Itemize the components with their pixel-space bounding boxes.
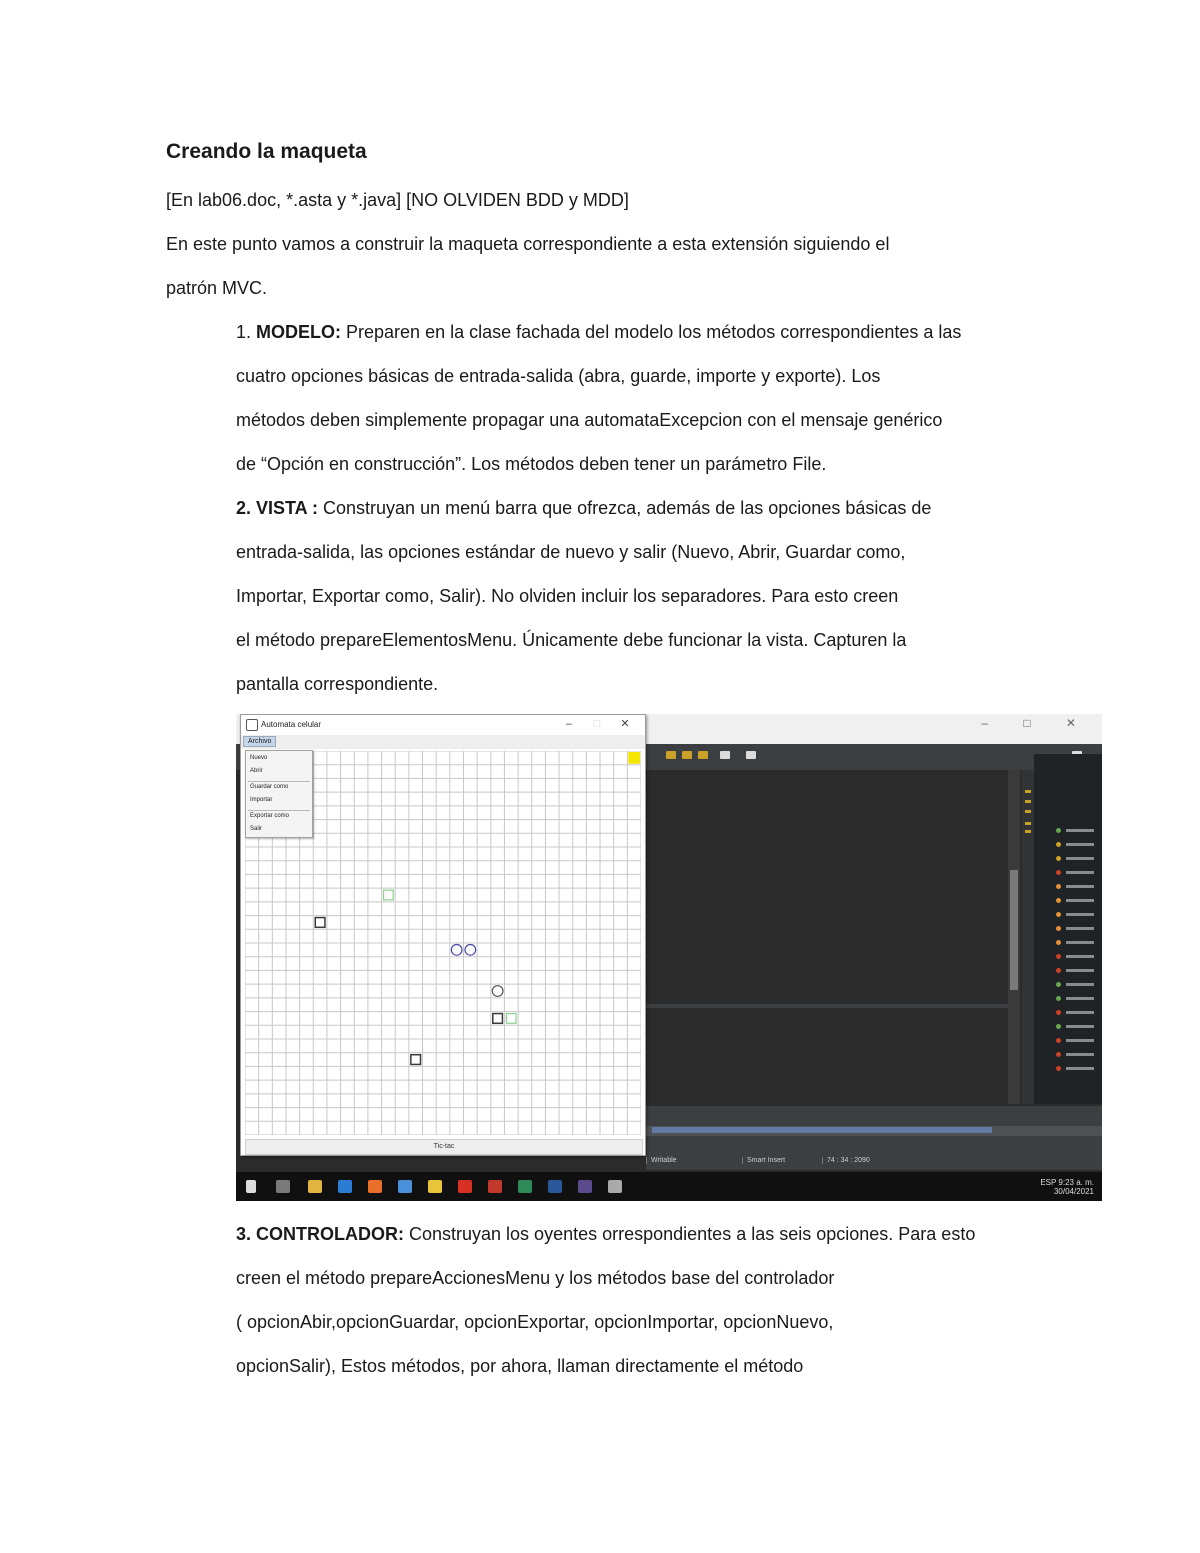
task-view-icon[interactable] (276, 1180, 290, 1193)
tree-label (1066, 955, 1094, 958)
gutter-mark (1025, 810, 1031, 813)
vista-line-1 (236, 486, 1016, 530)
controlador-item (236, 1212, 1036, 1388)
ide-scrollbar (1008, 770, 1020, 1104)
automata-window-title: Automata celular (261, 720, 322, 729)
cell-square (411, 1055, 421, 1065)
app-icon[interactable] (398, 1180, 412, 1193)
tree-row (1040, 940, 1096, 946)
controlador-label: 3. CONTROLADOR: (236, 1224, 404, 1244)
menu-item-nuevo[interactable]: Nuevo (250, 755, 268, 761)
yellow-cell (628, 752, 640, 764)
automata-window-controls (555, 717, 639, 730)
menu-bar (241, 735, 645, 749)
tree-label (1066, 1039, 1094, 1042)
windows-start-icon[interactable] (246, 1180, 256, 1193)
file-explorer-icon[interactable] (308, 1180, 322, 1193)
menu-item-abrir[interactable]: Abrir (250, 768, 263, 774)
status-writable: Writable (646, 1157, 677, 1164)
tree-icon (1056, 926, 1061, 931)
ide-window-controls: – □ ✕ (981, 716, 1092, 730)
cell-green (506, 1014, 516, 1024)
tree-label (1066, 1053, 1094, 1056)
tree-label (1066, 829, 1094, 832)
tree-label (1066, 871, 1094, 874)
toolbar-icon (666, 751, 676, 759)
tree-icon (1056, 940, 1061, 945)
gutter-mark (1025, 800, 1031, 803)
modelo-line-1 (236, 310, 1036, 354)
tree-icon (1056, 954, 1061, 959)
status-insert-mode: Smart Insert (742, 1157, 785, 1164)
tree-label (1066, 885, 1094, 888)
tree-icon (1056, 1038, 1061, 1043)
maximize-button[interactable]: □ (593, 718, 601, 730)
ide-editor (646, 770, 1006, 1104)
automata-titlebar (241, 715, 645, 735)
automata-window (240, 714, 646, 1156)
tree-icon (1056, 1010, 1061, 1015)
acrobat-icon[interactable] (458, 1180, 472, 1193)
tree-icon (1056, 842, 1061, 847)
tree-label (1066, 997, 1094, 1000)
tree-row (1040, 1024, 1096, 1030)
tree-row (1040, 1052, 1096, 1058)
console-line (652, 1127, 992, 1133)
ide-console (646, 1106, 1102, 1154)
chrome-icon[interactable] (428, 1180, 442, 1193)
vista-item (236, 486, 1016, 706)
cell-square (315, 918, 325, 928)
ide-package-explorer (1034, 754, 1102, 1104)
modelo-item (236, 310, 1036, 486)
modelo-line-2: cuatro opciones básicas de entrada-salida (abra, guarde, importe y exporte). Los (236, 366, 881, 386)
firefox-icon[interactable] (368, 1180, 382, 1193)
tree-label (1066, 913, 1094, 916)
modelo-line-4: de “Opción en construcción”. Los métodos deben tener un parámetro File. (236, 454, 827, 474)
tree-row (1040, 968, 1096, 974)
controlador-text-1: Construyan los oyentes orrespondientes a las seis opciones. Para esto (404, 1224, 976, 1244)
menu-separator (248, 810, 310, 811)
toolbar-icon (682, 751, 692, 759)
tray-date: 30/04/2021 (1053, 1187, 1094, 1196)
ide-gutter (1022, 770, 1034, 1104)
controlador-line-2: creen el método prepareAccionesMenu y los métodos base del controlador (236, 1268, 835, 1288)
vista-line-3: Importar, Exportar como, Salir). No olviden incluir los separadores. Para esto creen (236, 586, 899, 606)
tree-label (1066, 983, 1094, 986)
tree-row (1040, 884, 1096, 890)
tree-row (1040, 842, 1096, 848)
tree-icon (1056, 898, 1061, 903)
cell-circle (465, 945, 476, 956)
app-icon[interactable] (518, 1180, 532, 1193)
modelo-number: 1. (236, 322, 257, 342)
tree-row (1040, 982, 1096, 988)
toolbar-icon (698, 751, 708, 759)
tree-row (1040, 898, 1096, 904)
ide-divider (646, 1004, 1018, 1008)
tree-icon (1056, 996, 1061, 1001)
tree-label (1066, 927, 1094, 930)
embedded-screenshot (236, 714, 1102, 1201)
windows-taskbar (236, 1172, 1102, 1201)
tree-icon (1056, 982, 1061, 987)
menu-archivo[interactable]: Archivo (243, 736, 276, 747)
archivo-dropdown (245, 750, 313, 838)
tree-label (1066, 843, 1094, 846)
controlador-line-4: opcionSalir), Estos métodos, por ahora, llaman directamente el método (236, 1356, 804, 1376)
tree-row (1040, 856, 1096, 862)
tree-row (1040, 912, 1096, 918)
cell-green (384, 890, 394, 900)
gutter-mark (1025, 830, 1031, 833)
tree-icon (1056, 968, 1061, 973)
minimize-button[interactable]: – (565, 718, 573, 730)
intro-line-3: patrón MVC. (166, 278, 268, 298)
menu-item-exportar-como[interactable]: Exportar como (250, 813, 290, 819)
tree-label (1066, 969, 1094, 972)
app-window-icon (246, 719, 258, 731)
modelo-text-1: Preparen en la clase fachada del modelo los métodos correspondientes a las (341, 322, 962, 342)
vista-line-2: entrada-salida, las opciones estándar de nuevo y salir (Nuevo, Abrir, Guardar como, (236, 542, 906, 562)
tree-label (1066, 857, 1094, 860)
tree-label (1066, 899, 1094, 902)
tree-row (1040, 828, 1096, 834)
ide-statusbar (646, 1154, 1102, 1170)
tree-label (1066, 1025, 1094, 1028)
tree-icon (1056, 1024, 1061, 1029)
page-title: Creando la maqueta (166, 140, 367, 163)
tree-icon (1056, 856, 1061, 861)
vista-label: 2. VISTA : (236, 498, 319, 518)
tree-icon (1056, 912, 1061, 917)
gutter-mark (1025, 790, 1031, 793)
close-button[interactable]: ✕ (620, 718, 630, 730)
tree-row (1040, 954, 1096, 960)
tray-language: ESP (1040, 1178, 1057, 1187)
tree-icon (1056, 828, 1061, 833)
menu-item-guardar-como[interactable]: Guardar como (250, 784, 289, 790)
tree-label (1066, 1011, 1094, 1014)
tree-row (1040, 1010, 1096, 1016)
controlador-line-3: ( opcionAbir,opcionGuardar, opcionExportar, opcionImportar, opcionNuevo, (236, 1312, 834, 1332)
vista-line-4: el método prepareElementosMenu. Únicamente debe funcionar la vista. Capturen la (236, 630, 907, 650)
intro-paragraph (166, 178, 1046, 310)
tic-tac-button[interactable]: Tic-tac (245, 1139, 643, 1155)
tree-icon (1056, 870, 1061, 875)
tree-icon (1056, 1052, 1061, 1057)
tree-row (1040, 1066, 1096, 1072)
controlador-line-1 (236, 1212, 1036, 1256)
menu-separator (248, 781, 310, 782)
system-tray (1040, 1178, 1094, 1196)
tree-row (1040, 870, 1096, 876)
status-position: 74 : 34 : 2090 (822, 1157, 870, 1164)
tree-label (1066, 941, 1094, 944)
cell-circle (451, 945, 462, 956)
app-icon[interactable] (488, 1180, 502, 1193)
menu-item-salir[interactable]: Salir (250, 826, 263, 832)
word-icon[interactable] (548, 1180, 562, 1193)
gutter-mark (1025, 822, 1031, 825)
menu-item-importar[interactable]: Importar (250, 797, 273, 803)
vista-text-1: Construyan un menú barra que ofrezca, además de las opciones básicas de (318, 498, 932, 518)
eclipse-icon[interactable] (578, 1180, 592, 1193)
tree-row (1040, 996, 1096, 1002)
intro-line-2: En este punto vamos a construir la maqueta correspondiente a esta extensión siguiendo el (166, 234, 890, 254)
toolbar-icon (746, 751, 756, 759)
tree-row (1040, 1038, 1096, 1044)
tree-icon (1056, 1066, 1061, 1071)
scroll-thumb (1010, 870, 1018, 990)
modelo-label: MODELO: (256, 322, 342, 342)
java-app-icon[interactable] (608, 1180, 622, 1193)
tree-label (1066, 1067, 1094, 1070)
modelo-line-3: métodos deben simplemente propagar una automataExcepcion con el mensaje genérico (236, 410, 943, 430)
cell-circle (492, 986, 503, 997)
tray-time: 9:23 a. m. (1058, 1178, 1094, 1187)
cell-square (493, 1014, 503, 1024)
edge-icon[interactable] (338, 1180, 352, 1193)
tree-icon (1056, 884, 1061, 889)
toolbar-icon (720, 751, 730, 759)
vista-line-5: pantalla correspondiente. (236, 674, 439, 694)
intro-line-1: [En lab06.doc, *.asta y *.java] [NO OLVIDEN BDD y MDD] (166, 190, 629, 210)
tree-row (1040, 926, 1096, 932)
